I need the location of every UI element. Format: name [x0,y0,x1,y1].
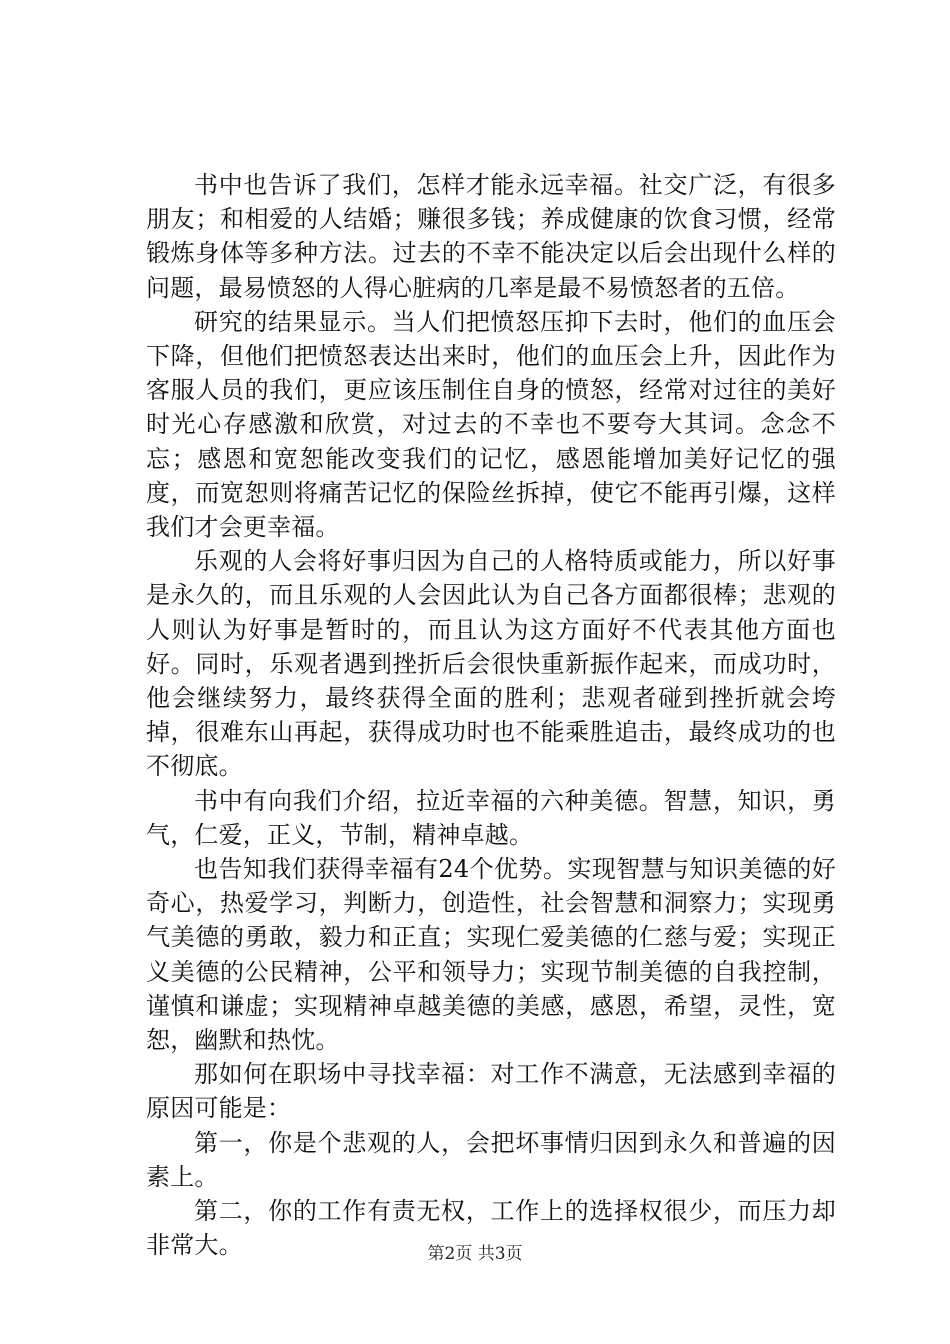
page-footer: 第2页 共3页 [427,1244,523,1264]
paragraph-anger-research: 研究的结果显示。当人们把愤怒压抑下去时，他们的血压会下降，但他们把愤怒表达出来时，他们的血压会上升，因此作为客服人员的我们，更应该压制住自身的愤怒，经常对过往的美好时光心存感激和欣赏，对过去的不幸也不要夸大其词。念念不忘；感恩和宽恕能改变我们的记忆，感恩能增加美好记忆的强度，而宽恕则将痛苦记忆的保险丝拆掉，使它不能再引爆，这样我们才会更幸福。 [146,307,836,542]
paragraph-happiness-methods: 书中也告诉了我们，怎样才能永远幸福。社交广泛，有很多朋友；和相爱的人结婚；赚很多钱；养成健康的饮食习惯，经常锻炼身体等多种方法。过去的不幸不能决定以后会出现什么样的问题，最易愤怒的人得心脏病的几率是最不易愤怒者的五倍。 [146,171,836,302]
paragraph-reason-one: 第一，你是个悲观的人，会把坏事情归因到永久和普遍的因素上。 [146,1128,836,1191]
document-body [146,168,836,1263]
paragraph-six-virtues: 书中有向我们介绍，拉近幸福的六种美德。智慧，知识，勇气，仁爱，正义，节制，精神卓越。 [146,786,836,849]
paragraph-reason-two: 第二，你的工作有责无权，工作上的选择权很少，而压力却非常大。 [146,1197,836,1260]
paragraph-workplace-happiness: 那如何在职场中寻找幸福：对工作不满意，无法感到幸福的原因可能是： [146,1060,836,1123]
paragraph-optimism: 乐观的人会将好事归因为自己的人格特质或能力，所以好事是永久的，而且乐观的人会因此认为自己各方面都很棒；悲观的人则认为好事是暂时的，而且认为这方面好不代表其他方面也好。同时，乐观者遇到挫折后会很快重新振作起来，而成功时，他会继续努力，最终获得全面的胜利；悲观者碰到挫折就会垮掉，很难东山再起，获得成功时也不能乘胜追击，最终成功的也不彻底。 [146,547,836,781]
paragraph-24-strengths: 也告知我们获得幸福有24个优势。实现智慧与知识美德的好奇心，热爱学习，判断力，创造性，社会智慧和洞察力；实现勇气美德的勇敢，毅力和正直；实现仁爱美德的仁慈与爱；实现正义美德的公民精神，公平和领导力；实现节制美德的自我控制，谨慎和谦虚；实现精神卓越美德的美感，感恩，希望，灵性，宽恕，幽默和热忱。 [146,855,836,1055]
